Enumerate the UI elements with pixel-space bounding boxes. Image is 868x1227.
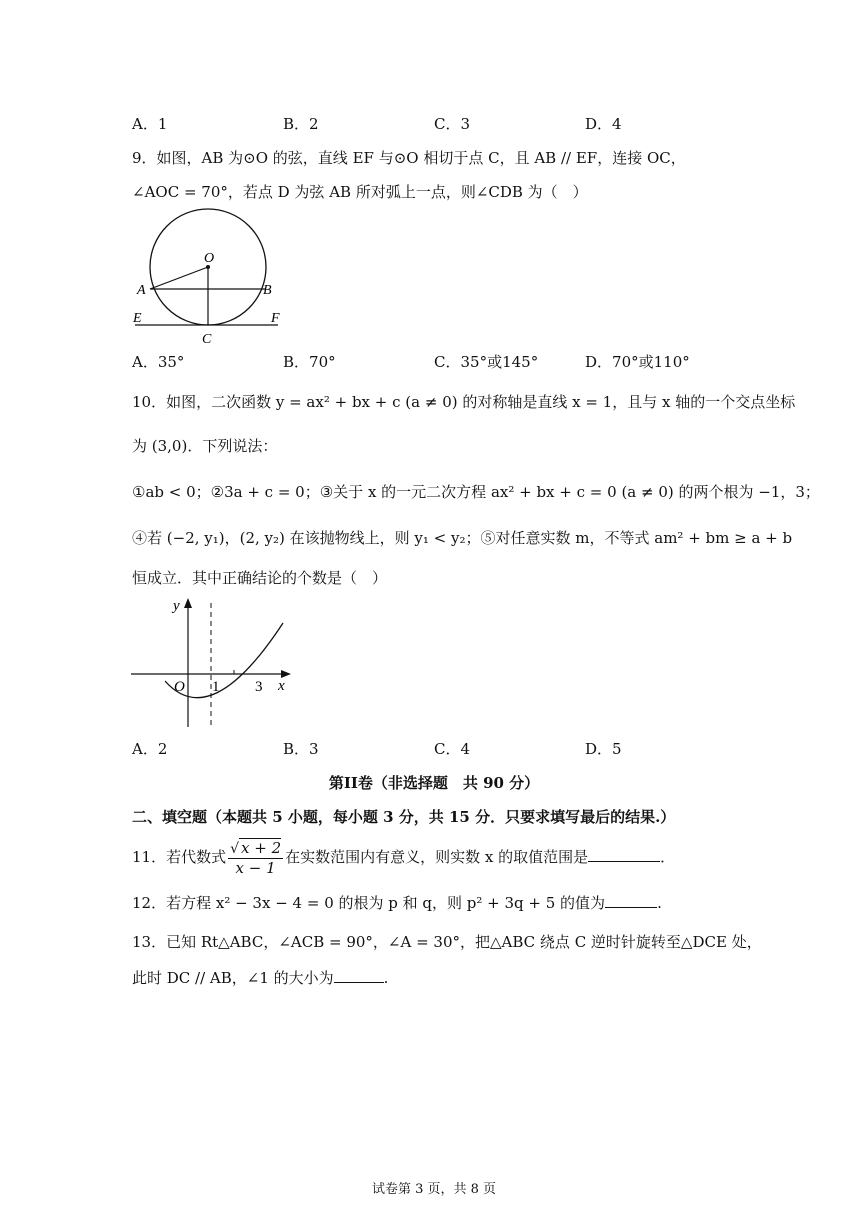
label-e: E <box>133 311 142 326</box>
label-three: 3 <box>255 679 263 695</box>
label-o: O <box>204 251 215 266</box>
q11-line <box>132 838 675 877</box>
q13-text: 此时 DC // AB，∠1 的大小为 <box>132 969 334 987</box>
label-a: A <box>137 283 146 298</box>
q10-line-2: 为 (3,0)．下列说法： <box>132 437 278 455</box>
q11-denominator: x − 1 <box>235 859 276 877</box>
page-footer: 试卷第 3 页，共 8 页 <box>371 1182 497 1197</box>
q10-option-b: B．3 <box>283 740 319 758</box>
label-x: x <box>278 678 285 694</box>
q11-prefix: 11．若代数式 <box>132 848 227 866</box>
q10-option-c: C．4 <box>434 740 471 758</box>
q9-line-1: 9．如图，AB 为⊙O 的弦，直线 EF 与⊙O 相切于点 C，且 AB // EF，连接 OC， <box>132 149 686 167</box>
q10-option-a: A．2 <box>132 740 168 758</box>
segment-oa <box>150 267 208 289</box>
section-2-title: 第II卷（非选择题 共 90 分） <box>328 774 540 792</box>
label-f: F <box>271 311 280 326</box>
q9-option-c: C．35°或145° <box>434 353 539 371</box>
label-y: y <box>173 598 180 614</box>
q10-line-5: 恒成立．其中正确结论的个数是（ ） <box>132 569 388 587</box>
y-axis-arrow <box>184 598 192 608</box>
q8-option-b: B．2 <box>283 115 319 133</box>
q12-text: 12．若方程 x² − 3x − 4 = 0 的根为 p 和 q，则 p² + 3q + 5 的值为 <box>132 894 606 912</box>
label-c: C <box>202 332 212 347</box>
q9-circle-figure <box>125 205 295 350</box>
label-b: B <box>263 283 272 298</box>
q9-option-a: A．35° <box>132 353 185 371</box>
q10-line-1: 10．如图，二次函数 y = ax² + bx + c (a ≠ 0) 的对称轴是直线 x = 1，且与 x 轴的一个交点坐标 <box>132 393 796 411</box>
q13-answer-blank[interactable] <box>334 968 384 983</box>
q10-option-d: D．5 <box>585 740 622 758</box>
q8-option-a: A．1 <box>132 115 168 133</box>
q13-line-1: 13．已知 Rt△ABC，∠ACB = 90°，∠A = 30°，把△ABC 绕点 C 逆时针旋转至△DCE 处， <box>132 933 762 951</box>
q11-fraction: $\frac{√ x + 2}{x - 1}$ <box>230 839 282 877</box>
q9-line-2: ∠AOC = 70°，若点 D 为弦 AB 所对弧上一点，则∠CDB 为（ ） <box>132 183 588 201</box>
q13-line-2 <box>132 968 388 988</box>
x-axis-arrow <box>281 670 291 678</box>
q10-line-4: ④若 (−2, y₁)，(2, y₂) 在该抛物线上，则 y₁ < y₂；⑤对任意实数 m，不等式 am² + bm ≥ a + b <box>132 529 793 547</box>
q12-answer-blank[interactable] <box>605 893 657 908</box>
q9-option-b: B．70° <box>283 353 336 371</box>
q10-line-3: ①ab < 0；②3a + c = 0；③关于 x 的一元二次方程 ax² + bx + c = 0 (a ≠ 0) 的两个根为 −1，3； <box>132 483 820 501</box>
label-origin: O <box>174 679 185 695</box>
q11-suffix: 在实数范围内有意义，则实数 x 的取值范围是 <box>285 848 589 866</box>
q8-option-c: C．3 <box>434 115 471 133</box>
q12-line <box>132 893 662 913</box>
q11-answer-blank[interactable] <box>588 847 660 862</box>
q10-parabola-figure <box>125 593 300 733</box>
q9-option-d: D．70°或110° <box>585 353 690 371</box>
section-2-heading: 二、填空题（本题共 5 小题，每小题 3 分，共 15 分．只要求填写最后的结果.） <box>132 808 676 826</box>
label-one: 1 <box>212 679 220 695</box>
q11-end: ． <box>660 848 676 866</box>
q12-end: . <box>657 894 662 912</box>
q8-option-d: D．4 <box>585 115 622 133</box>
q11-numerator: x + 2 <box>241 839 282 857</box>
q13-end: . <box>383 969 389 987</box>
